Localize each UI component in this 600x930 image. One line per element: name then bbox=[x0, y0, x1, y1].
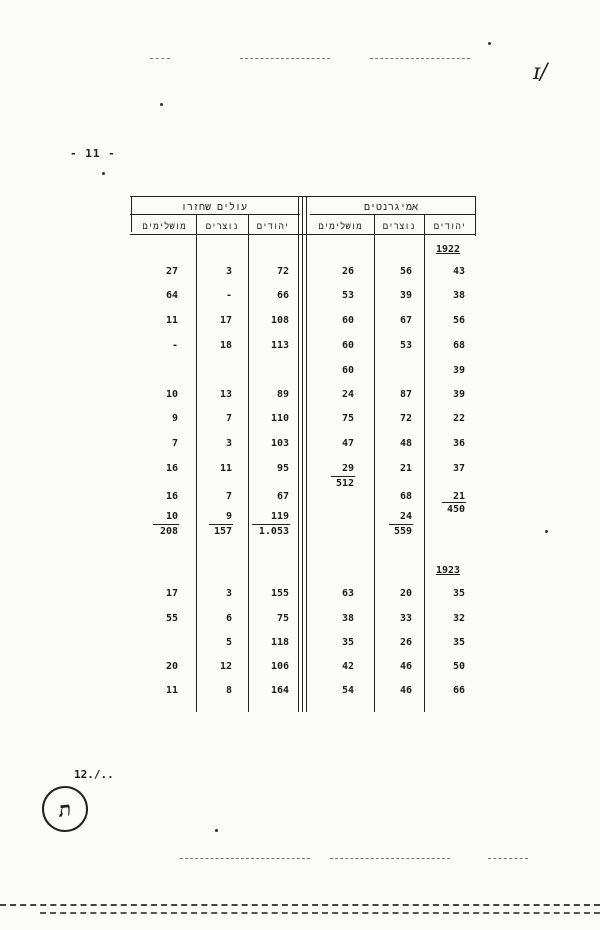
table-cell: - bbox=[171, 340, 178, 351]
table-cell: 24 bbox=[399, 511, 412, 522]
table-cell: 10 bbox=[165, 511, 178, 522]
table-cell: 3 bbox=[225, 266, 232, 277]
table-cell: 27 bbox=[165, 266, 178, 277]
table-cell: 6 bbox=[225, 613, 232, 624]
table-cell: 103 bbox=[270, 438, 289, 449]
total-cell: 559 bbox=[393, 526, 412, 537]
bottom-scan-edge bbox=[40, 912, 600, 915]
table-cell: 35 bbox=[452, 637, 465, 648]
table-cell: 9 bbox=[171, 413, 178, 424]
table-cell: 60 bbox=[341, 340, 354, 351]
table-cell: 50 bbox=[452, 661, 465, 672]
bottom-scan-edge bbox=[0, 904, 600, 908]
col-header-emigrants-jews: יהודים bbox=[433, 222, 467, 232]
section-divider bbox=[306, 196, 307, 712]
page-number: - 11 - bbox=[70, 147, 116, 160]
table-cell: 21 bbox=[399, 463, 412, 474]
group-header-emigrants: אמיגרנטים bbox=[363, 202, 418, 213]
table-cell: 17 bbox=[219, 315, 232, 326]
sum-rule bbox=[153, 524, 179, 525]
table-cell: 16 bbox=[165, 463, 178, 474]
table-cell: 7 bbox=[171, 438, 178, 449]
table-cell: 39 bbox=[452, 365, 465, 376]
table-cell: 46 bbox=[399, 661, 412, 672]
table-cell: 11 bbox=[219, 463, 232, 474]
table-cell: 16 bbox=[165, 491, 178, 502]
sum-rule bbox=[331, 476, 355, 477]
table-cell: 20 bbox=[399, 588, 412, 599]
total-cell: 208 bbox=[159, 526, 178, 537]
table-cell: 39 bbox=[399, 290, 412, 301]
total-cell: 1.053 bbox=[258, 526, 289, 537]
scan-artifact bbox=[240, 58, 330, 60]
table-cell: 72 bbox=[276, 266, 289, 277]
table-cell: 48 bbox=[399, 438, 412, 449]
table-cell: 63 bbox=[341, 588, 354, 599]
group-header-rule bbox=[130, 214, 300, 215]
table-cell: 106 bbox=[270, 661, 289, 672]
section-divider bbox=[298, 196, 299, 712]
table-cell: 53 bbox=[341, 290, 354, 301]
scan-artifact bbox=[180, 858, 310, 860]
column-divider bbox=[424, 214, 425, 712]
table-cell: 54 bbox=[341, 685, 354, 696]
table-cell: 118 bbox=[270, 637, 289, 648]
col-header-emigrants-muslims: מושלימים bbox=[318, 222, 362, 232]
table-cell: 87 bbox=[399, 389, 412, 400]
col-header-returned-jews: יהודים bbox=[256, 222, 290, 232]
table-cell: 35 bbox=[452, 588, 465, 599]
table-cell: 35 bbox=[341, 637, 354, 648]
col-header-returned-christians: נוצרים bbox=[205, 222, 239, 232]
table-cell: 164 bbox=[270, 685, 289, 696]
table-cell: 89 bbox=[276, 389, 289, 400]
group-header-rule bbox=[310, 214, 476, 215]
table-cell: - bbox=[225, 290, 232, 301]
table-cell: 11 bbox=[165, 685, 178, 696]
table-cell: 24 bbox=[341, 389, 354, 400]
table-cell: 7 bbox=[225, 491, 232, 502]
table-cell: 12 bbox=[219, 661, 232, 672]
table-cell: 60 bbox=[341, 315, 354, 326]
section-divider bbox=[302, 196, 303, 712]
scan-artifact bbox=[150, 58, 170, 60]
table-cell: 46 bbox=[399, 685, 412, 696]
sum-rule bbox=[209, 524, 233, 525]
scan-artifact bbox=[488, 858, 528, 860]
column-divider bbox=[374, 214, 375, 712]
column-divider bbox=[248, 214, 249, 712]
table-cell: 110 bbox=[270, 413, 289, 424]
table-cell: 7 bbox=[225, 413, 232, 424]
table-cell: 21 bbox=[452, 491, 465, 502]
scan-speck bbox=[160, 103, 163, 106]
table-cell: 66 bbox=[276, 290, 289, 301]
table-cell: 33 bbox=[399, 613, 412, 624]
total-cell: 157 bbox=[213, 526, 232, 537]
table-cell: 39 bbox=[452, 389, 465, 400]
table-cell: 13 bbox=[219, 389, 232, 400]
table-cell: 3 bbox=[225, 588, 232, 599]
column-divider bbox=[196, 214, 197, 712]
table-cell: 37 bbox=[452, 463, 465, 474]
sum-rule bbox=[389, 524, 413, 525]
statistics-table bbox=[130, 196, 476, 712]
table-cell: 95 bbox=[276, 463, 289, 474]
sum-rule bbox=[442, 502, 466, 503]
table-cell: 22 bbox=[452, 413, 465, 424]
archive-stamp bbox=[39, 783, 91, 835]
table-cell: 60 bbox=[341, 365, 354, 376]
total-cell: 512 bbox=[335, 478, 354, 489]
table-cell: 17 bbox=[165, 588, 178, 599]
table-cell: 29 bbox=[341, 463, 354, 474]
table-cell: 5 bbox=[225, 637, 232, 648]
table-cell: 56 bbox=[452, 315, 465, 326]
table-cell: 75 bbox=[276, 613, 289, 624]
table-cell: 67 bbox=[399, 315, 412, 326]
sum-rule bbox=[252, 524, 290, 525]
stamp-glyph: ת bbox=[57, 795, 73, 822]
table-cell: 9 bbox=[225, 511, 232, 522]
continuation-ref: 12./.. bbox=[74, 768, 114, 781]
table-cell: 8 bbox=[225, 685, 232, 696]
table-cell: 26 bbox=[341, 266, 354, 277]
table-cell: 75 bbox=[341, 413, 354, 424]
scan-speck bbox=[545, 530, 548, 533]
year-label-1923: 1923 bbox=[436, 565, 461, 576]
table-cell: 108 bbox=[270, 315, 289, 326]
table-cell: 72 bbox=[399, 413, 412, 424]
table-cell: 3 bbox=[225, 438, 232, 449]
table-cell: 38 bbox=[341, 613, 354, 624]
table-cell: 64 bbox=[165, 290, 178, 301]
scan-artifact bbox=[370, 58, 470, 60]
table-cell: 26 bbox=[399, 637, 412, 648]
table-cell: 119 bbox=[270, 511, 289, 522]
table-cell: 55 bbox=[165, 613, 178, 624]
scan-speck bbox=[488, 42, 491, 45]
table-cell: 36 bbox=[452, 438, 465, 449]
table-cell: 155 bbox=[270, 588, 289, 599]
table-cell: 67 bbox=[276, 491, 289, 502]
table-cell: 68 bbox=[452, 340, 465, 351]
table-cell: 18 bbox=[219, 340, 232, 351]
table-cell: 43 bbox=[452, 266, 465, 277]
scan-speck bbox=[215, 829, 218, 832]
table-cell: 113 bbox=[270, 340, 289, 351]
year-label-1922: 1922 bbox=[436, 244, 461, 255]
table-cell: 53 bbox=[399, 340, 412, 351]
table-cell: 20 bbox=[165, 661, 178, 672]
col-header-returned-muslims: מושלימים bbox=[142, 222, 186, 232]
table-cell: 66 bbox=[452, 685, 465, 696]
table-cell: 10 bbox=[165, 389, 178, 400]
table-cell: 42 bbox=[341, 661, 354, 672]
group-header-returned: עולים שחזרו bbox=[180, 202, 248, 213]
table-top-rule bbox=[130, 196, 476, 197]
table-cell: 32 bbox=[452, 613, 465, 624]
table-cell: 38 bbox=[452, 290, 465, 301]
col-header-emigrants-christians: נוצרים bbox=[382, 222, 416, 232]
scan-speck bbox=[102, 172, 105, 175]
table-cell: 68 bbox=[399, 491, 412, 502]
table-cell: 47 bbox=[341, 438, 354, 449]
handwritten-mark: ɪ/ bbox=[533, 60, 548, 85]
table-cell: 11 bbox=[165, 315, 178, 326]
table-cell: 56 bbox=[399, 266, 412, 277]
total-cell: 450 bbox=[446, 504, 465, 515]
scan-artifact bbox=[330, 858, 450, 860]
